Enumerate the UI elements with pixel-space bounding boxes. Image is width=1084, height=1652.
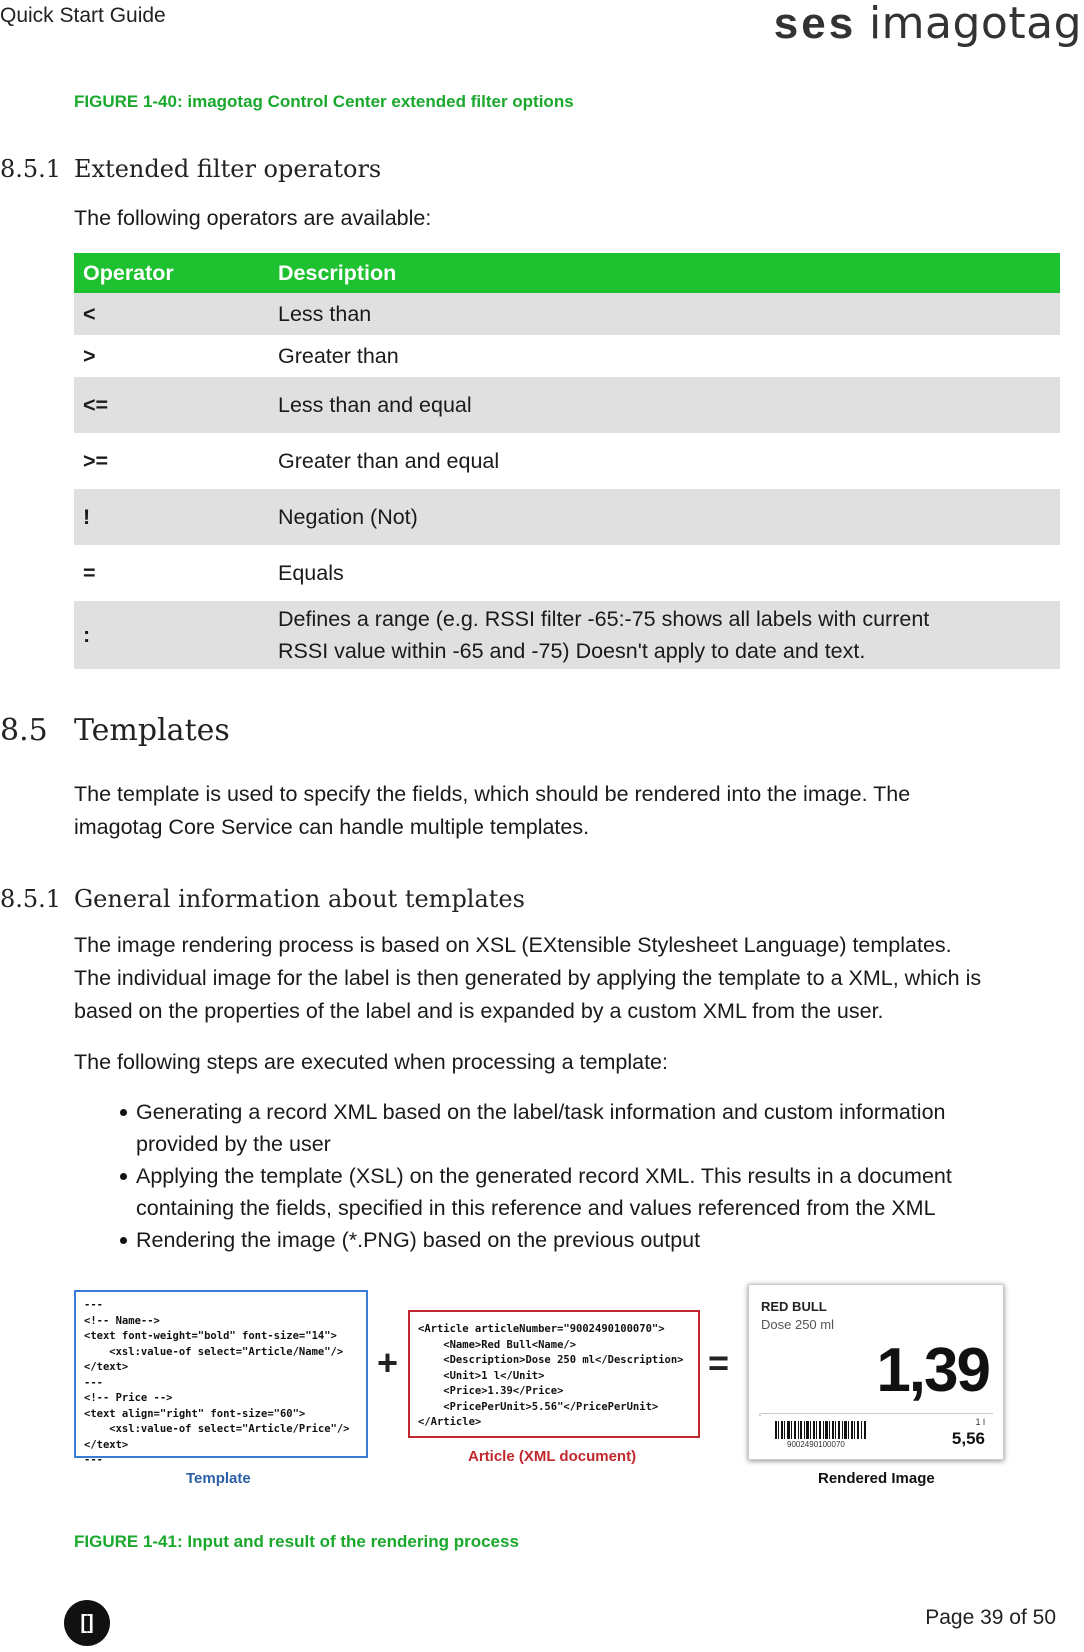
- operators-intro: The following operators are available:: [74, 206, 432, 230]
- rendered-unit: 1 l: [975, 1417, 985, 1427]
- section-number: 8.5: [0, 713, 48, 748]
- footer-brand-icon: []: [64, 1600, 110, 1646]
- description-line: RSSI value within -65 and -75) Doesn't apply to date and text.: [278, 639, 866, 663]
- templates-paragraph: [74, 778, 1074, 844]
- table-row: [74, 293, 1060, 335]
- logo-part-ses: ses: [773, 0, 857, 48]
- paragraph-line: The image rendering process is based on XSL (EXtensible Stylesheet Language) templates.: [74, 933, 952, 957]
- column-header-operator: Operator: [74, 253, 269, 293]
- equals-sign: =: [708, 1342, 730, 1383]
- operator-cell: :: [74, 601, 269, 669]
- list-item: [74, 1224, 1064, 1256]
- rendered-label: Rendered Image: [818, 1470, 935, 1487]
- description-cell: [269, 601, 1060, 669]
- list-item-line: Applying the template (XSL) on the generated record XML. This results in a document: [136, 1164, 952, 1188]
- logo-part-imagotag: imagotag: [868, 0, 1082, 49]
- general-paragraph-1: [74, 929, 1074, 1028]
- steps-list: [74, 1096, 1064, 1256]
- description-cell: Less than and equal: [269, 377, 1060, 433]
- paragraph-line: The template is used to specify the fields, which should be rendered into the image. The: [74, 782, 911, 806]
- section-title: General information about templates: [74, 885, 525, 913]
- rendered-price: 1,39: [876, 1336, 989, 1405]
- list-item-line: containing the fields, specified in this reference and values referenced from the XML: [136, 1196, 936, 1220]
- bullet-icon: [120, 1237, 127, 1244]
- description-cell: Negation (Not): [269, 489, 1060, 545]
- section-heading-general: [0, 885, 525, 913]
- section-title: Templates: [74, 713, 230, 748]
- rendered-product-name: RED BULL: [761, 1299, 827, 1314]
- brand-logo: [774, 0, 1082, 48]
- template-label: Template: [186, 1470, 251, 1487]
- barcode-icon: [775, 1421, 867, 1439]
- paragraph-line: imagotag Core Service can handle multiple templates.: [74, 815, 590, 839]
- description-cell: Greater than and equal: [278, 448, 500, 473]
- plus-sign: +: [377, 1342, 399, 1383]
- operator-cell: <: [74, 293, 269, 335]
- description-cell: Equals: [278, 560, 344, 585]
- section-number: 8.5.1: [0, 155, 62, 183]
- general-paragraph-2: The following steps are executed when processing a template:: [74, 1050, 668, 1074]
- column-header-description: Description: [269, 253, 1060, 293]
- rendered-product-size: Dose 250 ml: [761, 1317, 834, 1332]
- figure-41-caption: FIGURE 1-41: Input and result of the rendering process: [74, 1532, 519, 1551]
- section-title: Extended filter operators: [74, 155, 382, 183]
- paragraph-line: The individual image for the label is then generated by applying the template to a XML, which is: [74, 966, 982, 990]
- operators-table: [74, 253, 1060, 669]
- list-item-line: provided by the user: [136, 1132, 331, 1156]
- table-row: [74, 545, 1060, 601]
- divider: [759, 1413, 993, 1414]
- barcode-number: 9002490100070: [787, 1440, 845, 1449]
- operator-cell: =: [83, 560, 96, 585]
- description-cell: Less than: [269, 293, 1060, 335]
- description-line: Defines a range (e.g. RSSI filter -65:-75 shows all labels with current: [278, 607, 930, 631]
- template-code-box: --- <!-- Name--> <text font-weight="bold" font-size="14"> <xsl:value-of select="Article/Name"/> </text> --- <!-- Price --> <text align="right" font-size="60"> <xsl:value-of select="Article/Price"/> </text> ---: [74, 1290, 368, 1458]
- table-header-row: [74, 253, 1060, 293]
- divider: [759, 1415, 761, 1416]
- operator-cell: >: [83, 343, 96, 368]
- section-number: 8.5.1: [0, 885, 62, 913]
- rendered-label-image: [748, 1284, 1004, 1460]
- section-heading-operators: [0, 155, 381, 183]
- paragraph-line: based on the properties of the label and is expanded by a custom XML from the user.: [74, 999, 884, 1023]
- list-item-line: Generating a record XML based on the label/task information and custom information: [136, 1100, 946, 1124]
- bullet-icon: [120, 1173, 127, 1180]
- list-item: [74, 1160, 1064, 1224]
- table-row: [74, 335, 1060, 377]
- operator-cell: >=: [83, 448, 109, 473]
- xml-code-box: <Article articleNumber="9002490100070"> <Name>Red Bull<Name/> <Description>Dose 250 ml</Description> <Unit>1 l</Unit> <Price>1.39</Price> <PricePerUnit>5.56"</PricePerUnit> </Article>: [408, 1310, 700, 1438]
- table-row: [74, 489, 1060, 545]
- list-item: [74, 1096, 1064, 1160]
- figure-40-caption: FIGURE 1-40: imagotag Control Center extended filter options: [74, 92, 574, 111]
- list-item-line: Rendering the image (*.PNG) based on the previous output: [136, 1228, 701, 1252]
- xml-label: Article (XML document): [468, 1448, 637, 1465]
- table-row: [74, 377, 1060, 433]
- operator-cell: <=: [74, 377, 269, 433]
- header-title: Quick Start Guide: [0, 4, 166, 27]
- section-heading-templates: [0, 713, 230, 748]
- bullet-icon: [120, 1109, 127, 1116]
- rendered-unit-price: 5,56: [951, 1429, 985, 1448]
- page-number: Page 39 of 50: [925, 1606, 1056, 1629]
- table-row: [74, 433, 1060, 489]
- description-cell: Greater than: [278, 343, 399, 368]
- operator-cell: !: [74, 489, 269, 545]
- table-row: [74, 601, 1060, 669]
